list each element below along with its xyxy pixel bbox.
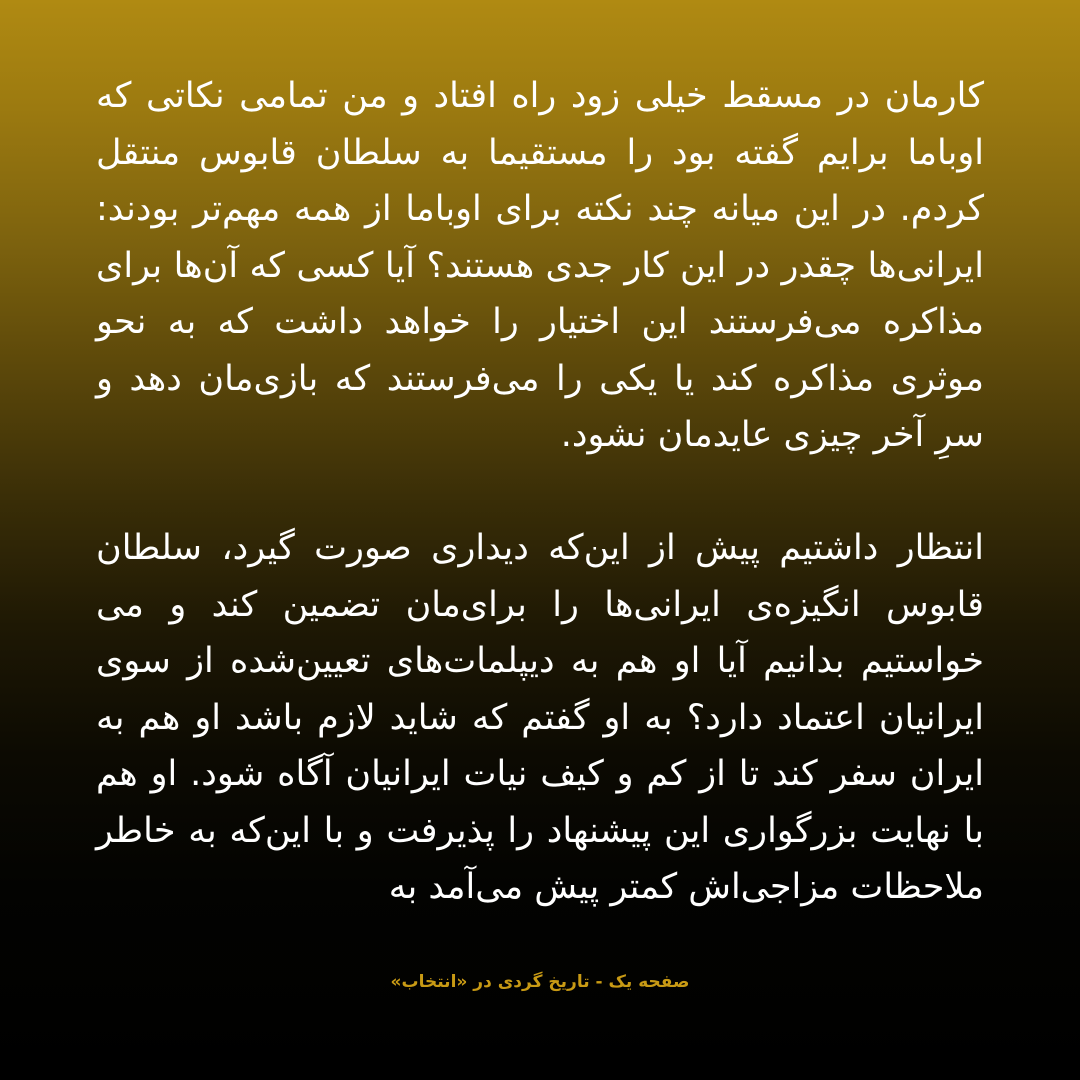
- page-footer-caption: صفحه یک - تاریخ گردی در «انتخاب»: [390, 972, 690, 992]
- article-paragraph-1: کارمان در مسقط خیلی زود راه افتاد و من تمامی نکاتی که اوباما برایم گفته بود را مستقیما به سلطان قابوس منتقل کردم. در این میانه چند نکته برای اوباما از همه مهم‌تر بودند: ایرانی‌ها چقدر در این کار جدی هستند؟ آیا کسی که آن‌ها برای مذاکره می‌فرستند این اختیار را خواهد داشت که به نحو موثری مذاکره کند یا یکی را می‌فرستند که بازی‌مان دهد و سرِ آخر چیزی عایدمان نشود.: [96, 76, 984, 455]
- article-paragraph-2: انتظار داشتیم پیش از این‌که دیداری صورت گیرد، سلطان قابوس انگیزه‌ی ایرانی‌ها را برای‌مان تضمین کند و می خواستیم بدانیم آیا او هم به دیپلمات‌های تعیین‌شده از سوی ایرانیان اعتماد دارد؟ به او گفتم که شاید لازم باشد او هم به ایران سفر کند تا از کم و کیف نیات ایرانیان آگاه شود. او هم با نهایت بزرگواری این پیشنهاد را پذیرفت و با این‌که به خاطر ملاحظات مزاجی‌اش کمتر پیش می‌آمد به: [96, 528, 984, 907]
